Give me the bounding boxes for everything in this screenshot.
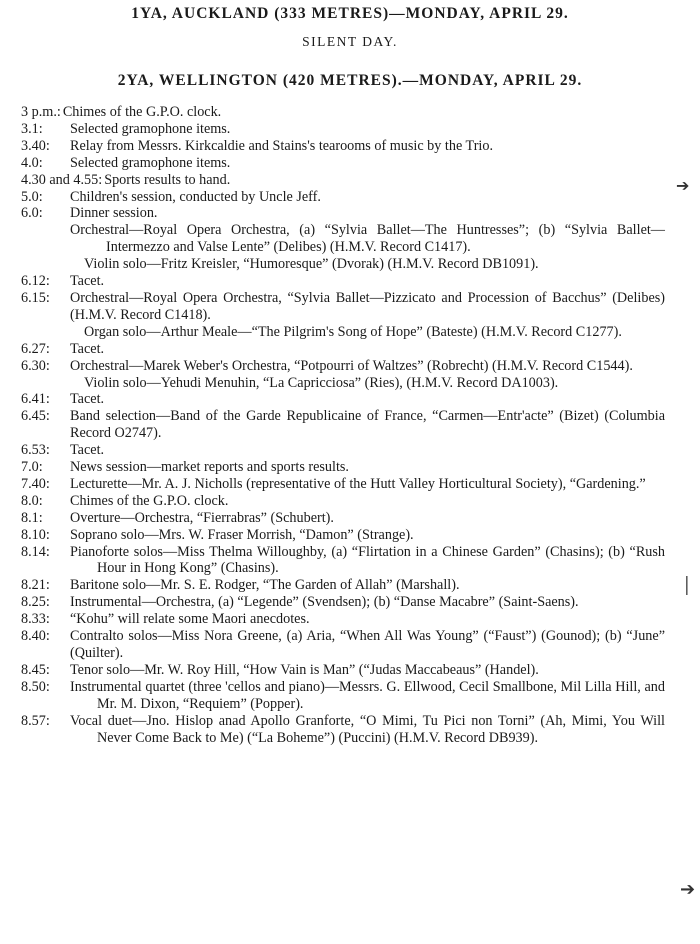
entry-text: Baritone solo—Mr. S. E. Rodger, “The Garden of Allah” (Marshall). (70, 577, 460, 594)
wellington-heading: 2YA, WELLINGTON (420 METRES).—MONDAY, APRIL 29. (117, 72, 583, 89)
schedule-entry (21, 442, 665, 459)
schedule-entry (21, 476, 665, 493)
entry-text: Orchestral—Marek Weber's Orchestra, “Potpourri of Waltzes” (Robrecht) (H.M.V. Record C1544). (70, 357, 633, 374)
schedule-entry (21, 679, 665, 713)
entry-text: Selected gramophone items. (70, 154, 231, 171)
entry-time: 8.25: (21, 594, 50, 611)
entry-text: Instrumental quartet (three 'cellos and piano)—Messrs. G. Ellwood, Cecil Smallbone, Mil Lilla Hill, and Mr. M. Dixon, “Requiem” (Popper). (70, 678, 665, 712)
entry-time: 8.33: (21, 611, 50, 628)
schedule-entry (21, 358, 665, 375)
subitem-text: Violin solo—Fritz Kreisler, “Humoresque” (Dvorak) (H.M.V. Record DB1091). (84, 256, 539, 273)
schedule-subitem (21, 222, 665, 256)
entry-time: 8.14: (21, 543, 50, 560)
schedule-entry (21, 662, 665, 679)
entry-text: Instrumental—Orchestra, (a) “Legende” (Svendsen); (b) “Danse Macabre” (Saint-Saens). (70, 594, 579, 611)
entry-text: Chimes of the G.P.O. clock. (70, 492, 229, 509)
schedule-entry (21, 121, 665, 138)
entry-text: Contralto solos—Miss Nora Greene, (a) Aria, “When All Was Young” (“Faust”) (Gounod); (b) “June” (Quilter). (70, 628, 665, 661)
entry-time: 6.53: (21, 442, 50, 459)
entry-time: 6.45: (21, 408, 50, 425)
entry-text: Orchestral—Royal Opera Orchestra, “Sylvia Ballet—Pizzicato and Procession of Bacchus” (Delibes) (H.M.V. Record C1418). (70, 289, 665, 323)
schedule-entry (21, 273, 665, 290)
entry-text: Tacet. (70, 340, 105, 357)
subitem-text: Organ solo—Arthur Meale—“The Pilgrim's Song of Hope” (Bateste) (H.M.V. Record C1277). (84, 323, 622, 340)
entry-time: 7.0: (21, 459, 43, 476)
entry-time: 6.41: (21, 391, 50, 408)
entry-text: Chimes of the G.P.O. clock. (62, 104, 222, 120)
entry-time: 6.12: (21, 273, 50, 290)
entry-time: 8.50: (21, 678, 50, 695)
auckland-heading: 1YA, AUCKLAND (333 METRES)—MONDAY, APRIL 29. (131, 5, 569, 22)
entry-text: Pianoforte solos—Miss Thelma Willoughby, (a) “Flirtation in a Chinese Garden” (Chasins); (b) “Rush Hour in Hong Kong” (Chasins). (70, 543, 665, 577)
margin-bracket-mark-icon: │ (682, 576, 692, 595)
entry-text: Overture—Orchestra, “Fierrabras” (Schubert). (70, 509, 334, 526)
entry-text: Relay from Messrs. Kirkcaldie and Stains's tearooms of music by the Trio. (70, 137, 494, 154)
entry-time: 8.57: (21, 712, 50, 729)
entry-time: 3.1: (21, 120, 43, 137)
schedule-entry (21, 205, 665, 222)
schedule-entry (21, 391, 665, 408)
entry-text: Tacet. (70, 273, 105, 290)
entry-time: 8.1: (21, 509, 43, 526)
schedule-entry (21, 510, 665, 527)
schedule-entry (21, 527, 665, 544)
entry-text: “Kohu” will relate some Maori anecdotes. (70, 611, 310, 628)
entry-time: 8.0: (21, 492, 43, 509)
entry-time: 6.27: (21, 340, 50, 357)
entry-time: 7.40: (21, 475, 50, 492)
entry-text: Tenor solo—Mr. W. Roy Hill, “How Vain is Man” (“Judas Maccabeaus” (Handel). (70, 661, 539, 678)
entry-text: News session—market reports and sports results. (70, 459, 349, 476)
entry-time: 4.0: (21, 154, 43, 171)
entry-text: Soprano solo—Mrs. W. Fraser Morrish, “Damon” (Strange). (70, 526, 414, 543)
schedule-entry (21, 290, 665, 324)
entry-time: 6.0: (21, 205, 43, 222)
programme-schedule (21, 104, 665, 746)
margin-tick-mark-icon: ➔ (676, 176, 690, 195)
schedule-entry (21, 104, 665, 121)
margin-tick-mark-icon: ➔ (680, 879, 696, 900)
entry-time: 8.10: (21, 526, 50, 543)
schedule-entry (21, 713, 665, 747)
entry-time: 8.40: (21, 628, 50, 645)
entry-text: Selected gramophone items. (70, 120, 231, 137)
entry-time: 4.30 and 4.55: (21, 171, 103, 188)
entry-time: 8.21: (21, 577, 50, 594)
entry-text: Band selection—Band of the Garde Republicaine of France, “Carmen—Entr'acte” (Bizet) (Columbia Record O2747). (70, 408, 665, 442)
entry-text: Dinner session. (70, 205, 158, 222)
schedule-subitem (21, 324, 665, 341)
schedule-entry (21, 577, 665, 594)
schedule-entry (21, 611, 665, 628)
entry-text: Tacet. (70, 442, 105, 459)
entry-text: Children's session, conducted by Uncle Jeff. (70, 188, 321, 205)
schedule-entry (21, 155, 665, 172)
schedule-entry (21, 459, 665, 476)
schedule-entry (21, 408, 665, 442)
schedule-entry (21, 189, 665, 206)
schedule-entry (21, 628, 665, 662)
schedule-entry (21, 544, 665, 578)
silent-day-note: SILENT DAY. (302, 34, 398, 49)
entry-time: 5.0: (21, 188, 43, 205)
entry-time: 3.40: (21, 137, 50, 154)
schedule-entry (21, 341, 665, 358)
entry-text: Vocal duet—Jno. Hislop anad Apollo Granforte, “O Mimi, Tu Pici non Torni” (Ah, Mimi, You Will Never Come Back to Me) (“La Boheme”) (Puccini) (H.M.V. Record DB939). (70, 712, 665, 746)
schedule-entry (21, 138, 665, 155)
subitem-text: Violin solo—Yehudi Menuhin, “La Capricciosa” (Ries), (H.M.V. Record DA1003). (84, 374, 559, 391)
entry-time: 6.15: (21, 289, 50, 306)
subitem-text: Orchestral—Royal Opera Orchestra, (a) “Sylvia Ballet—The Huntresses”; (b) “Sylvia Ballet—Intermezzo and Valse Lente” (Delibes) (H.M.V. Record C1417). (70, 222, 665, 256)
entry-text: Lecturette—Mr. A. J. Nicholls (representative of the Hutt Valley Horticultural Society), “Gardening.” (70, 475, 646, 492)
entry-time: 3 p.m.: (21, 104, 61, 120)
entry-text: Tacet. (70, 391, 105, 408)
schedule-entry (21, 493, 665, 510)
entry-text: Sports results to hand. (104, 171, 231, 188)
schedule-entry (21, 172, 665, 189)
schedule-subitem (21, 256, 665, 273)
entry-time: 6.30: (21, 357, 50, 374)
schedule-subitem (21, 375, 665, 392)
entry-time: 8.45: (21, 661, 50, 678)
schedule-entry (21, 594, 665, 611)
